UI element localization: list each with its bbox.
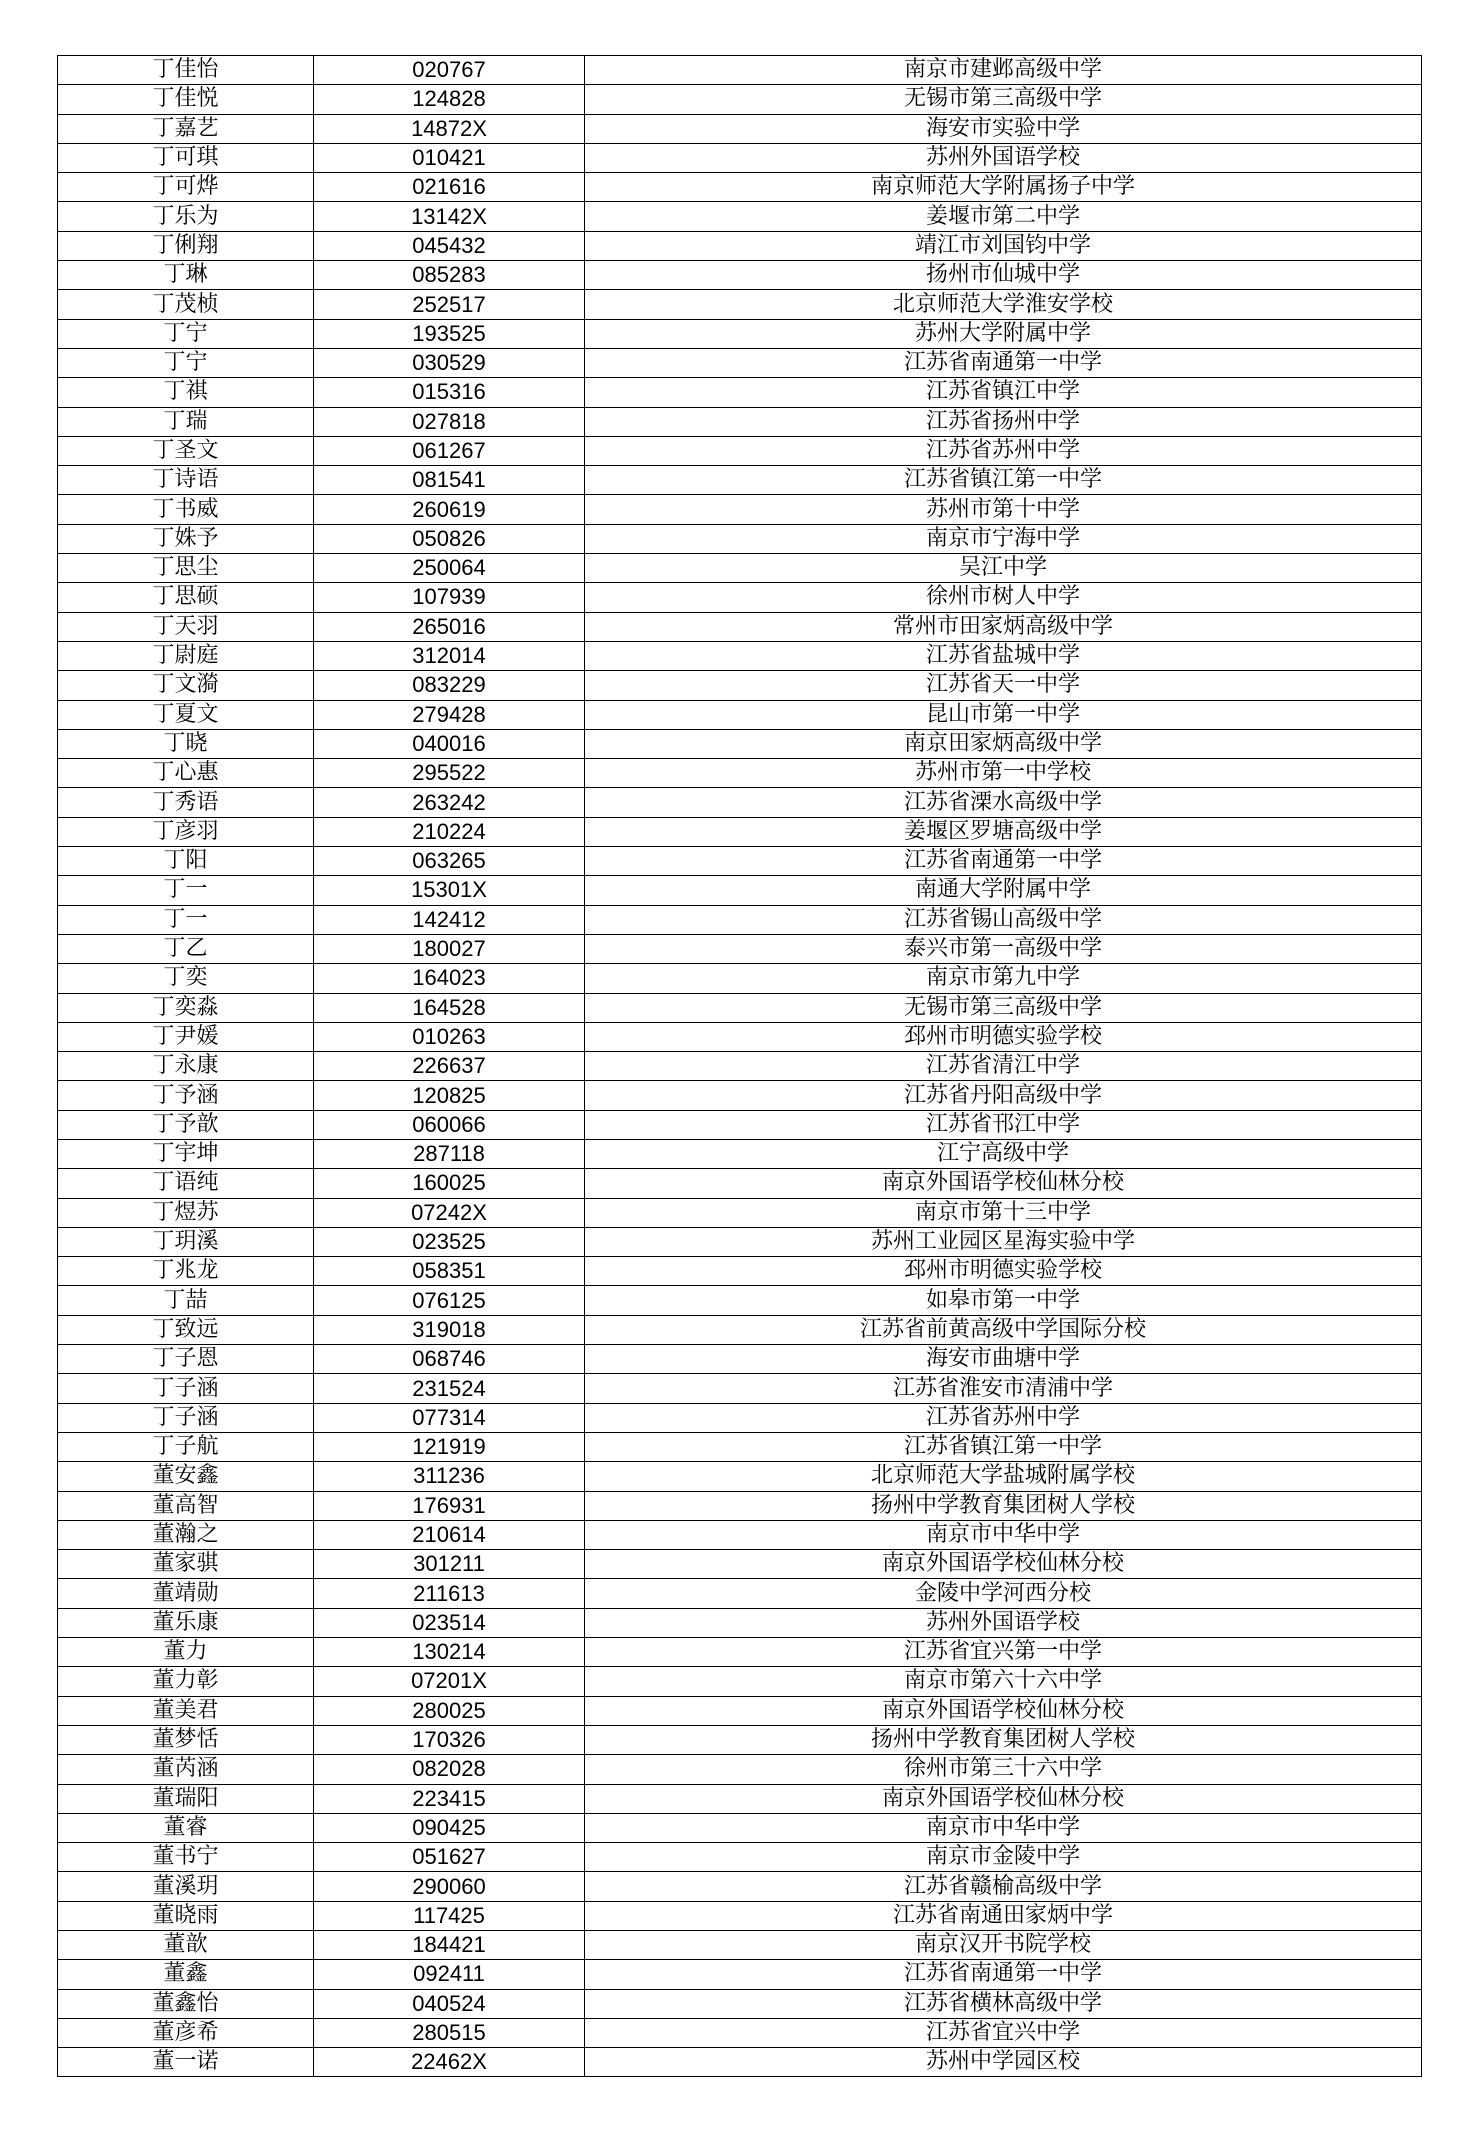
student-code-cell: 170326 [314, 1725, 585, 1754]
table-row [58, 1432, 1422, 1461]
student-code-cell: 14872X [314, 114, 585, 143]
student-name-cell: 董安鑫 [58, 1462, 314, 1491]
student-code-cell: 121919 [314, 1432, 585, 1461]
school-name-cell: 徐州市第三十六中学 [585, 1755, 1422, 1784]
student-name-cell: 董瀚之 [58, 1520, 314, 1549]
student-code-cell: 250064 [314, 554, 585, 583]
table-row [58, 319, 1422, 348]
student-code-cell: 124828 [314, 85, 585, 114]
table-row [58, 1081, 1422, 1110]
school-name-cell: 江苏省南通田家炳中学 [585, 1901, 1422, 1930]
student-code-cell: 231524 [314, 1374, 585, 1403]
student-name-cell: 董瑞阳 [58, 1784, 314, 1813]
student-name-cell: 丁琳 [58, 261, 314, 290]
school-name-cell: 南京师范大学附属扬子中学 [585, 173, 1422, 202]
student-name-cell: 丁心惠 [58, 759, 314, 788]
table-row [58, 1345, 1422, 1374]
school-name-cell: 江苏省淮安市清浦中学 [585, 1374, 1422, 1403]
student-name-cell: 董高智 [58, 1491, 314, 1520]
student-code-cell: 223415 [314, 1784, 585, 1813]
student-name-cell: 丁一 [58, 905, 314, 934]
student-code-cell: 040016 [314, 729, 585, 758]
table-row [58, 583, 1422, 612]
school-name-cell: 苏州中学园区校 [585, 2048, 1422, 2077]
student-name-cell: 丁喆 [58, 1286, 314, 1315]
student-code-cell: 07242X [314, 1198, 585, 1227]
student-name-cell: 董力 [58, 1638, 314, 1667]
student-name-cell: 丁永康 [58, 1052, 314, 1081]
student-name-cell: 董靖勋 [58, 1579, 314, 1608]
school-name-cell: 江苏省镇江中学 [585, 378, 1422, 407]
school-name-cell: 常州市田家炳高级中学 [585, 612, 1422, 641]
school-name-cell: 江宁高级中学 [585, 1139, 1422, 1168]
table-row [58, 1491, 1422, 1520]
school-name-cell: 南京市中华中学 [585, 1520, 1422, 1549]
student-code-cell: 287118 [314, 1139, 585, 1168]
student-name-cell: 丁书威 [58, 495, 314, 524]
student-code-cell: 279428 [314, 700, 585, 729]
student-code-cell: 010263 [314, 1022, 585, 1051]
student-name-cell: 董乐康 [58, 1608, 314, 1637]
table-row [58, 993, 1422, 1022]
table-row [58, 1462, 1422, 1491]
student-code-cell: 13142X [314, 202, 585, 231]
table-row [58, 1843, 1422, 1872]
school-name-cell: 南京田家炳高级中学 [585, 729, 1422, 758]
school-name-cell: 江苏省镇江第一中学 [585, 1432, 1422, 1461]
student-code-cell: 051627 [314, 1843, 585, 1872]
student-name-cell: 丁煜苏 [58, 1198, 314, 1227]
school-name-cell: 苏州大学附属中学 [585, 319, 1422, 348]
student-code-cell: 226637 [314, 1052, 585, 1081]
student-code-cell: 061267 [314, 436, 585, 465]
student-name-cell: 丁瑞 [58, 407, 314, 436]
table-row [58, 759, 1422, 788]
student-name-cell: 董芮涵 [58, 1755, 314, 1784]
school-name-cell: 江苏省清江中学 [585, 1052, 1422, 1081]
student-name-cell: 董一诺 [58, 2048, 314, 2077]
student-code-cell: 07201X [314, 1667, 585, 1696]
table-row [58, 1403, 1422, 1432]
table-row [58, 1550, 1422, 1579]
student-code-cell: 319018 [314, 1315, 585, 1344]
student-name-cell: 董书宁 [58, 1843, 314, 1872]
student-code-cell: 015316 [314, 378, 585, 407]
student-code-cell: 260619 [314, 495, 585, 524]
student-code-cell: 312014 [314, 641, 585, 670]
table-row [58, 847, 1422, 876]
student-code-cell: 081541 [314, 466, 585, 495]
table-row [58, 1872, 1422, 1901]
student-name-cell: 丁天羽 [58, 612, 314, 641]
student-name-cell: 董梦恬 [58, 1725, 314, 1754]
student-name-cell: 丁子恩 [58, 1345, 314, 1374]
student-name-cell: 丁子航 [58, 1432, 314, 1461]
student-code-cell: 252517 [314, 290, 585, 319]
table-row [58, 876, 1422, 905]
table-row [58, 56, 1422, 85]
student-name-cell: 丁可烨 [58, 173, 314, 202]
table-row [58, 143, 1422, 172]
school-name-cell: 扬州市仙城中学 [585, 261, 1422, 290]
student-name-cell: 丁子涵 [58, 1403, 314, 1432]
table-row [58, 407, 1422, 436]
student-code-cell: 082028 [314, 1755, 585, 1784]
school-name-cell: 江苏省横林高级中学 [585, 1989, 1422, 2018]
student-name-cell: 丁宁 [58, 348, 314, 377]
school-name-cell: 江苏省赣榆高级中学 [585, 1872, 1422, 1901]
school-name-cell: 江苏省苏州中学 [585, 1403, 1422, 1432]
student-code-cell: 090425 [314, 1813, 585, 1842]
roster-table [57, 55, 1422, 2077]
table-row [58, 231, 1422, 260]
table-row [58, 671, 1422, 700]
table-row [58, 1725, 1422, 1754]
table-row [58, 1696, 1422, 1725]
student-name-cell: 丁予歆 [58, 1110, 314, 1139]
student-code-cell: 068746 [314, 1345, 585, 1374]
student-name-cell: 丁宁 [58, 319, 314, 348]
school-name-cell: 姜堰区罗塘高级中学 [585, 817, 1422, 846]
table-row [58, 1579, 1422, 1608]
student-name-cell: 丁彦羽 [58, 817, 314, 846]
student-name-cell: 丁思硕 [58, 583, 314, 612]
table-row [58, 1638, 1422, 1667]
student-name-cell: 丁致远 [58, 1315, 314, 1344]
student-code-cell: 211613 [314, 1579, 585, 1608]
student-code-cell: 040524 [314, 1989, 585, 2018]
student-name-cell: 丁一 [58, 876, 314, 905]
student-code-cell: 045432 [314, 231, 585, 260]
school-name-cell: 南京外国语学校仙林分校 [585, 1696, 1422, 1725]
table-row [58, 700, 1422, 729]
student-code-cell: 263242 [314, 788, 585, 817]
table-row [58, 1052, 1422, 1081]
school-name-cell: 江苏省扬州中学 [585, 407, 1422, 436]
table-row [58, 1520, 1422, 1549]
student-code-cell: 164023 [314, 964, 585, 993]
school-name-cell: 吴江中学 [585, 554, 1422, 583]
student-code-cell: 311236 [314, 1462, 585, 1491]
school-name-cell: 苏州外国语学校 [585, 1608, 1422, 1637]
student-name-cell: 董晓雨 [58, 1901, 314, 1930]
table-row [58, 2048, 1422, 2077]
school-name-cell: 江苏省宜兴中学 [585, 2018, 1422, 2047]
table-row [58, 1813, 1422, 1842]
student-code-cell: 083229 [314, 671, 585, 700]
table-row [58, 641, 1422, 670]
school-name-cell: 江苏省宜兴第一中学 [585, 1638, 1422, 1667]
school-name-cell: 江苏省南通第一中学 [585, 847, 1422, 876]
student-code-cell: 060066 [314, 1110, 585, 1139]
table-row [58, 261, 1422, 290]
school-name-cell: 南京外国语学校仙林分校 [585, 1169, 1422, 1198]
student-code-cell: 117425 [314, 1901, 585, 1930]
student-name-cell: 丁阳 [58, 847, 314, 876]
table-row [58, 1315, 1422, 1344]
school-name-cell: 江苏省镇江第一中学 [585, 466, 1422, 495]
student-name-cell: 丁予涵 [58, 1081, 314, 1110]
school-name-cell: 南京市第十三中学 [585, 1198, 1422, 1227]
student-code-cell: 010421 [314, 143, 585, 172]
student-name-cell: 丁尹媛 [58, 1022, 314, 1051]
student-code-cell: 107939 [314, 583, 585, 612]
student-name-cell: 丁思尘 [58, 554, 314, 583]
school-name-cell: 江苏省锡山高级中学 [585, 905, 1422, 934]
student-code-cell: 092411 [314, 1960, 585, 1989]
student-code-cell: 021616 [314, 173, 585, 202]
table-row [58, 1960, 1422, 1989]
student-code-cell: 120825 [314, 1081, 585, 1110]
student-name-cell: 丁兆龙 [58, 1257, 314, 1286]
school-name-cell: 无锡市第三高级中学 [585, 993, 1422, 1022]
student-name-cell: 丁文漪 [58, 671, 314, 700]
table-row [58, 612, 1422, 641]
table-row [58, 2018, 1422, 2047]
school-name-cell: 无锡市第三高级中学 [585, 85, 1422, 114]
school-name-cell: 扬州中学教育集团树人学校 [585, 1491, 1422, 1520]
table-row [58, 1931, 1422, 1960]
school-name-cell: 南京外国语学校仙林分校 [585, 1784, 1422, 1813]
student-name-cell: 董鑫怡 [58, 1989, 314, 2018]
table-row [58, 1667, 1422, 1696]
school-name-cell: 江苏省苏州中学 [585, 436, 1422, 465]
table-row [58, 1901, 1422, 1930]
school-name-cell: 北京师范大学淮安学校 [585, 290, 1422, 319]
school-name-cell: 海安市实验中学 [585, 114, 1422, 143]
table-row [58, 964, 1422, 993]
table-row [58, 348, 1422, 377]
student-name-cell: 董家骐 [58, 1550, 314, 1579]
student-code-cell: 22462X [314, 2048, 585, 2077]
student-name-cell: 董溪玥 [58, 1872, 314, 1901]
student-name-cell: 董鑫 [58, 1960, 314, 1989]
student-name-cell: 丁圣文 [58, 436, 314, 465]
table-row [58, 729, 1422, 758]
school-name-cell: 苏州市第十中学 [585, 495, 1422, 524]
student-code-cell: 076125 [314, 1286, 585, 1315]
student-code-cell: 210224 [314, 817, 585, 846]
school-name-cell: 海安市曲塘中学 [585, 1345, 1422, 1374]
student-code-cell: 130214 [314, 1638, 585, 1667]
table-row [58, 495, 1422, 524]
table-row [58, 202, 1422, 231]
student-code-cell: 176931 [314, 1491, 585, 1520]
school-name-cell: 南京市第九中学 [585, 964, 1422, 993]
student-name-cell: 丁嘉艺 [58, 114, 314, 143]
table-row [58, 554, 1422, 583]
school-name-cell: 江苏省溧水高级中学 [585, 788, 1422, 817]
table-row [58, 1755, 1422, 1784]
student-code-cell: 295522 [314, 759, 585, 788]
school-name-cell: 如皋市第一中学 [585, 1286, 1422, 1315]
school-name-cell: 南京汉开书院学校 [585, 1931, 1422, 1960]
school-name-cell: 南京市金陵中学 [585, 1843, 1422, 1872]
student-name-cell: 丁祺 [58, 378, 314, 407]
student-code-cell: 164528 [314, 993, 585, 1022]
student-name-cell: 丁诗语 [58, 466, 314, 495]
school-name-cell: 江苏省南通第一中学 [585, 1960, 1422, 1989]
student-name-cell: 丁语纯 [58, 1169, 314, 1198]
table-row [58, 1198, 1422, 1227]
student-name-cell: 丁乙 [58, 934, 314, 963]
student-code-cell: 023514 [314, 1608, 585, 1637]
table-row [58, 817, 1422, 846]
student-name-cell: 丁佳怡 [58, 56, 314, 85]
school-name-cell: 苏州外国语学校 [585, 143, 1422, 172]
student-code-cell: 063265 [314, 847, 585, 876]
table-row [58, 1257, 1422, 1286]
student-code-cell: 301211 [314, 1550, 585, 1579]
student-code-cell: 265016 [314, 612, 585, 641]
student-code-cell: 280025 [314, 1696, 585, 1725]
student-code-cell: 290060 [314, 1872, 585, 1901]
student-name-cell: 董睿 [58, 1813, 314, 1842]
school-name-cell: 北京师范大学盐城附属学校 [585, 1462, 1422, 1491]
school-name-cell: 姜堰市第二中学 [585, 202, 1422, 231]
student-name-cell: 丁茂桢 [58, 290, 314, 319]
student-name-cell: 董力彰 [58, 1667, 314, 1696]
student-name-cell: 丁夏文 [58, 700, 314, 729]
student-name-cell: 丁奕 [58, 964, 314, 993]
student-name-cell: 丁奕淼 [58, 993, 314, 1022]
school-name-cell: 江苏省盐城中学 [585, 641, 1422, 670]
school-name-cell: 苏州市第一中学校 [585, 759, 1422, 788]
student-code-cell: 085283 [314, 261, 585, 290]
student-code-cell: 193525 [314, 319, 585, 348]
student-name-cell: 丁晓 [58, 729, 314, 758]
table-row [58, 1989, 1422, 2018]
school-name-cell: 南通大学附属中学 [585, 876, 1422, 905]
table-row [58, 1169, 1422, 1198]
student-code-cell: 142412 [314, 905, 585, 934]
student-code-cell: 020767 [314, 56, 585, 85]
student-name-cell: 丁可琪 [58, 143, 314, 172]
school-name-cell: 南京市第六十六中学 [585, 1667, 1422, 1696]
student-name-cell: 丁俐翔 [58, 231, 314, 260]
table-row [58, 1374, 1422, 1403]
table-row [58, 524, 1422, 553]
student-code-cell: 15301X [314, 876, 585, 905]
table-row [58, 436, 1422, 465]
school-name-cell: 江苏省丹阳高级中学 [585, 1081, 1422, 1110]
school-name-cell: 江苏省邗江中学 [585, 1110, 1422, 1139]
school-name-cell: 江苏省前黄高级中学国际分校 [585, 1315, 1422, 1344]
school-name-cell: 南京市建邺高级中学 [585, 56, 1422, 85]
student-name-cell: 丁佳悦 [58, 85, 314, 114]
table-row [58, 1608, 1422, 1637]
school-name-cell: 邳州市明德实验学校 [585, 1022, 1422, 1051]
student-name-cell: 董彦希 [58, 2018, 314, 2047]
student-name-cell: 丁乐为 [58, 202, 314, 231]
school-name-cell: 江苏省南通第一中学 [585, 348, 1422, 377]
school-name-cell: 邳州市明德实验学校 [585, 1257, 1422, 1286]
table-row [58, 1227, 1422, 1256]
student-code-cell: 280515 [314, 2018, 585, 2047]
table-row [58, 378, 1422, 407]
student-code-cell: 027818 [314, 407, 585, 436]
table-row [58, 934, 1422, 963]
student-code-cell: 050826 [314, 524, 585, 553]
table-row [58, 85, 1422, 114]
student-code-cell: 180027 [314, 934, 585, 963]
school-name-cell: 南京外国语学校仙林分校 [585, 1550, 1422, 1579]
student-name-cell: 董歆 [58, 1931, 314, 1960]
student-name-cell: 丁姝予 [58, 524, 314, 553]
student-code-cell: 023525 [314, 1227, 585, 1256]
student-name-cell: 丁玥溪 [58, 1227, 314, 1256]
student-code-cell: 184421 [314, 1931, 585, 1960]
student-name-cell: 丁秀语 [58, 788, 314, 817]
student-name-cell: 丁子涵 [58, 1374, 314, 1403]
school-name-cell: 金陵中学河西分校 [585, 1579, 1422, 1608]
table-row [58, 466, 1422, 495]
school-name-cell: 泰兴市第一高级中学 [585, 934, 1422, 963]
roster-table-body [58, 56, 1422, 2077]
school-name-cell: 扬州中学教育集团树人学校 [585, 1725, 1422, 1754]
student-code-cell: 077314 [314, 1403, 585, 1432]
student-name-cell: 丁宇坤 [58, 1139, 314, 1168]
school-name-cell: 江苏省天一中学 [585, 671, 1422, 700]
school-name-cell: 靖江市刘国钧中学 [585, 231, 1422, 260]
student-code-cell: 160025 [314, 1169, 585, 1198]
student-code-cell: 030529 [314, 348, 585, 377]
table-row [58, 788, 1422, 817]
table-row [58, 1022, 1422, 1051]
table-row [58, 1286, 1422, 1315]
school-name-cell: 徐州市树人中学 [585, 583, 1422, 612]
table-row [58, 1139, 1422, 1168]
table-row [58, 1784, 1422, 1813]
school-name-cell: 南京市中华中学 [585, 1813, 1422, 1842]
table-row [58, 290, 1422, 319]
table-row [58, 905, 1422, 934]
school-name-cell: 苏州工业园区星海实验中学 [585, 1227, 1422, 1256]
student-name-cell: 董美君 [58, 1696, 314, 1725]
table-row [58, 173, 1422, 202]
school-name-cell: 昆山市第一中学 [585, 700, 1422, 729]
student-code-cell: 058351 [314, 1257, 585, 1286]
student-name-cell: 丁尉庭 [58, 641, 314, 670]
student-code-cell: 210614 [314, 1520, 585, 1549]
table-row [58, 1110, 1422, 1139]
table-row [58, 114, 1422, 143]
school-name-cell: 南京市宁海中学 [585, 524, 1422, 553]
